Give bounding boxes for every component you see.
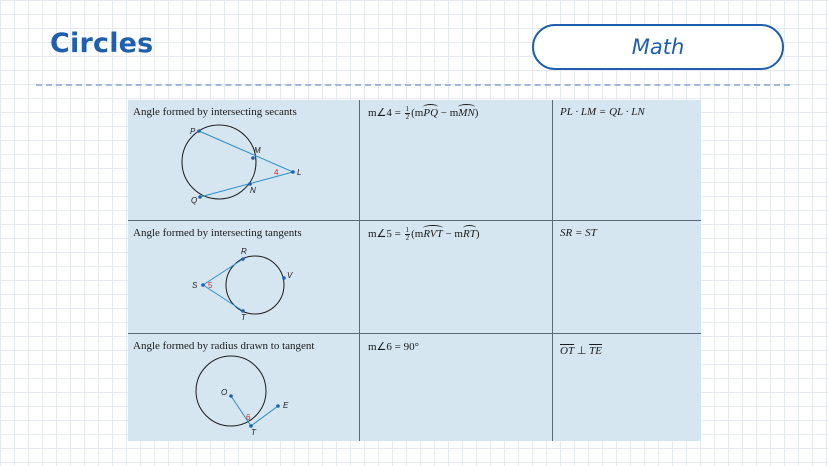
formula-text: − m bbox=[442, 228, 463, 241]
subject-badge: Math bbox=[532, 24, 784, 70]
angle-formula bbox=[368, 106, 478, 121]
formula-text: (m bbox=[411, 228, 424, 241]
segment-relation: SR = ST bbox=[560, 227, 597, 239]
slide-title: Circles bbox=[50, 28, 154, 59]
fraction-numerator: 1 bbox=[405, 105, 410, 113]
arc-label: PQ bbox=[423, 107, 439, 120]
point-label: L bbox=[297, 168, 302, 177]
angle-formula bbox=[368, 227, 480, 242]
fraction-denominator: 2 bbox=[405, 113, 410, 121]
segment-label: $\overline{OT}$ bbox=[560, 345, 575, 357]
formula-text: ) bbox=[474, 107, 479, 120]
point-dot bbox=[241, 257, 245, 261]
angle-type-label: Angle formed by intersecting tangents bbox=[133, 227, 302, 239]
secant-line bbox=[200, 172, 293, 197]
formula-prefix: m∠5 = bbox=[368, 228, 404, 241]
circle bbox=[182, 125, 256, 199]
point-label: Q bbox=[191, 196, 198, 205]
formula-prefix: m∠4 = bbox=[368, 107, 404, 120]
segment-relation: PL · LM = QL · LN bbox=[560, 106, 645, 118]
fraction-half bbox=[405, 106, 411, 121]
point-label: V bbox=[287, 271, 293, 280]
point-label: O bbox=[221, 388, 228, 397]
point-dot bbox=[229, 394, 233, 398]
point-label: N bbox=[250, 186, 256, 195]
angle-theorems-table bbox=[128, 100, 701, 441]
angle-number: 5 bbox=[208, 281, 213, 290]
angle-number: 4 bbox=[274, 168, 279, 177]
arc-label: RT bbox=[462, 228, 476, 241]
header-divider bbox=[36, 84, 790, 86]
point-dot bbox=[197, 129, 201, 133]
angle-type-label: Angle formed by intersecting secants bbox=[133, 106, 297, 118]
point-dot bbox=[276, 404, 280, 408]
point-dot bbox=[251, 156, 255, 160]
point-dot bbox=[201, 283, 205, 287]
perpendicular-symbol: ⊥ bbox=[574, 345, 590, 357]
table-row bbox=[128, 100, 701, 220]
fraction-numerator: 1 bbox=[405, 226, 410, 234]
segment-relation bbox=[560, 344, 602, 357]
point-label: E bbox=[283, 401, 289, 410]
arc-label: MN bbox=[458, 107, 475, 120]
formula-text: ) bbox=[475, 228, 480, 241]
fraction-denominator: 2 bbox=[405, 234, 410, 242]
arc-label: RVT bbox=[423, 228, 443, 241]
secants-diagram bbox=[128, 100, 358, 220]
segment-label: $\overline{TE}$ bbox=[589, 345, 602, 357]
angle-type-label: Angle formed by radius drawn to tangent bbox=[133, 340, 315, 352]
tangents-diagram bbox=[128, 221, 358, 334]
circle bbox=[196, 356, 266, 426]
formula-text: (m bbox=[411, 107, 424, 120]
point-label: T bbox=[251, 428, 256, 437]
table-row bbox=[128, 333, 701, 442]
point-label: M bbox=[254, 146, 261, 155]
angle-formula: m∠6 = 90° bbox=[368, 341, 420, 353]
point-label: R bbox=[241, 247, 247, 256]
angle-number: 6 bbox=[246, 413, 251, 422]
point-dot bbox=[291, 170, 295, 174]
point-label: T bbox=[241, 313, 246, 322]
point-dot bbox=[198, 195, 202, 199]
point-dot bbox=[282, 276, 286, 280]
point-label: S bbox=[192, 281, 198, 290]
fraction-half bbox=[405, 227, 411, 242]
radius-tangent-diagram bbox=[128, 334, 358, 442]
point-label: P bbox=[190, 127, 196, 136]
formula-text: − m bbox=[438, 107, 459, 120]
table-row bbox=[128, 220, 701, 334]
